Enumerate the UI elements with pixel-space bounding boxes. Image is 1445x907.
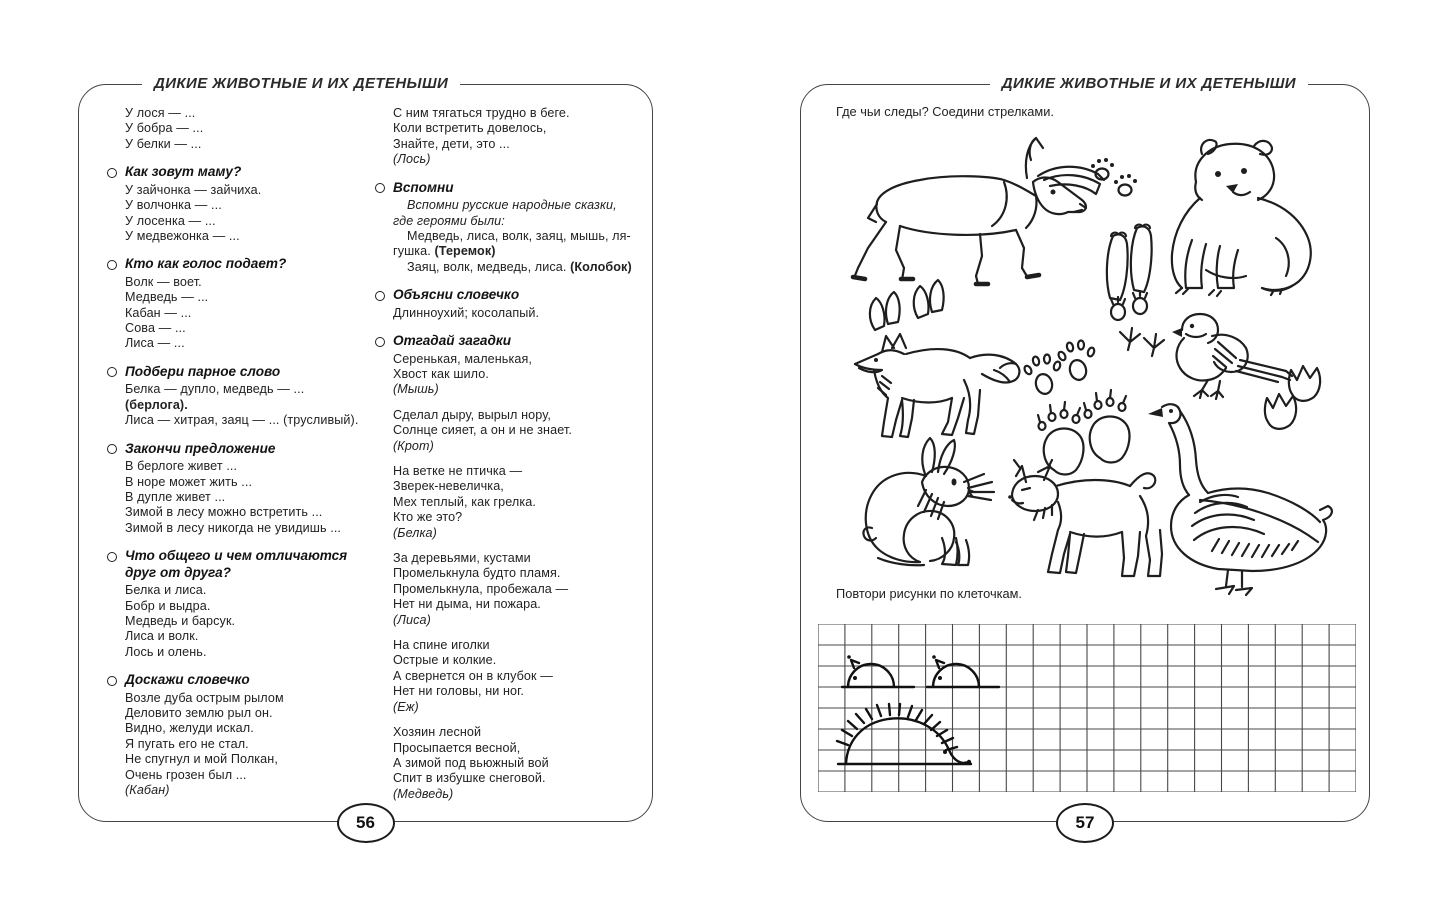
text-line: Я пугать его не стал.	[125, 736, 249, 751]
section-lines	[374, 638, 642, 715]
text-block	[374, 638, 642, 715]
mouse-grid-figure	[842, 655, 914, 687]
exercise-section	[106, 441, 368, 537]
circle-bullet-icon	[107, 552, 117, 562]
text-line: Кто же это?	[393, 510, 463, 525]
reindeer-figure	[853, 138, 1104, 284]
animals-and-tracks-figure	[830, 130, 1370, 598]
right-page	[800, 62, 1370, 837]
page-number-right: 57	[1056, 803, 1114, 843]
text-line: У зайчонка — зайчиха.	[125, 182, 262, 197]
exercise-section	[374, 333, 642, 398]
circle-bullet-icon	[375, 183, 385, 193]
fox-paw-prints	[1023, 341, 1095, 396]
section-heading	[106, 672, 368, 689]
text-line: Спит в избушке снеговой.	[393, 771, 546, 786]
section-lines	[374, 464, 642, 541]
text-line: Лиса — хитрая, заяц — ... (трусливый).	[125, 413, 359, 428]
left-column-2	[374, 106, 642, 802]
text-line: Нет ни дыма, ни пожара.	[393, 597, 541, 612]
text-line: (Еж)	[393, 699, 419, 714]
exercise-section	[106, 164, 368, 244]
text-line: Промелькнула, пробежала —	[393, 581, 569, 596]
text-line: Белка — дупло, медведь — ... (берлога).	[125, 382, 305, 412]
text-line: На спине иголки	[393, 638, 490, 653]
exercise-section	[106, 256, 368, 352]
text-line: В норе может жить ...	[125, 474, 253, 489]
text-line: Просыпается весной,	[393, 740, 521, 755]
section-title: Объясни словечко	[393, 287, 520, 303]
section-heading	[106, 548, 368, 581]
text-line: Белка и лиса.	[125, 583, 207, 598]
text-line: Очень грозен был ...	[125, 767, 247, 782]
polar-bear-cub-figure	[1172, 140, 1311, 296]
text-line: Бобр и выдра.	[125, 598, 211, 613]
text-line: (Медведь)	[393, 786, 454, 801]
text-line: Лось и олень.	[125, 644, 207, 659]
text-line: В дупле живет ...	[125, 489, 226, 504]
text-block	[374, 408, 642, 454]
section-lines	[106, 106, 368, 152]
text-line: У бобра — ...	[125, 121, 204, 136]
text-line: Сделал дыру, вырыл нору,	[393, 407, 551, 422]
text-line: Знайте, дети, это ...	[393, 136, 510, 151]
text-line: А свернется он в клубок —	[393, 668, 553, 683]
text-line: Сова — ...	[125, 321, 186, 336]
left-page	[78, 62, 653, 837]
text-line: С ним тягаться трудно в беге.	[393, 106, 570, 120]
hare-figure	[863, 438, 994, 565]
section-heading	[106, 441, 368, 458]
section-heading	[374, 180, 642, 197]
circle-bullet-icon	[375, 291, 385, 301]
right-page-header: ДИКИЕ ЖИВОТНЫЕ И ИХ ДЕТЕНЫШИ	[990, 75, 1308, 93]
section-heading	[106, 256, 368, 273]
text-line: (Крот)	[393, 438, 434, 453]
text-line: У лося — ...	[125, 106, 196, 120]
hedgehog-grid-figure	[837, 704, 971, 764]
text-block	[374, 464, 642, 541]
text-block	[106, 106, 368, 152]
section-lines	[374, 106, 642, 168]
text-line: Медведь — ...	[125, 290, 209, 305]
mouse-grid-figure	[927, 655, 999, 687]
page-number-left: 56	[337, 803, 395, 843]
text-line: Волк — воет.	[125, 274, 202, 289]
section-lines	[374, 198, 642, 275]
text-line: Солнце сияет, а он и не знает.	[393, 423, 572, 438]
section-heading	[106, 364, 368, 381]
grid-task-instruction: Повтори рисунки по клеточкам.	[836, 586, 1022, 601]
text-block	[374, 106, 642, 168]
text-line: (Лось)	[393, 152, 431, 167]
circle-bullet-icon	[107, 260, 117, 270]
tracks-task-instruction: Где чьи следы? Соедини стрелками.	[836, 104, 1054, 119]
text-line: Не спугнул и мой Полкан,	[125, 752, 278, 767]
text-line: Кабан — ...	[125, 305, 192, 320]
exercise-section	[374, 287, 642, 321]
section-heading	[374, 333, 642, 350]
text-line: Хозяин лесной	[393, 725, 482, 740]
text-line: Мех теплый, как грелка.	[393, 494, 536, 509]
section-title: Вспомни	[393, 179, 454, 195]
section-title: Кто как голос подает?	[125, 256, 287, 272]
left-column-1	[106, 106, 368, 799]
text-line: Лиса и волк.	[125, 629, 199, 644]
section-heading	[106, 164, 368, 181]
circle-bullet-icon	[107, 367, 117, 377]
fox-figure	[855, 334, 1019, 437]
text-line: (Лиса)	[393, 612, 431, 627]
bird-track-prints	[1120, 328, 1164, 356]
text-line: Вспомни русские народные сказки,	[407, 198, 617, 213]
text-line: Длинноухий; косолапый.	[393, 305, 540, 320]
text-line: Зимой в лесу никогда не увидишь ...	[125, 520, 342, 535]
text-block	[374, 725, 642, 802]
section-title: Подбери парное слово	[125, 363, 281, 379]
section-title: Что общего и чем отличаются друг от друга?	[125, 548, 348, 580]
text-line: (Мышь)	[393, 382, 439, 397]
section-lines	[374, 352, 642, 398]
text-line: На ветке не птичка —	[393, 464, 523, 478]
section-title: Отгадай загадки	[393, 333, 512, 349]
text-line: Видно, желуди искал.	[125, 721, 254, 736]
text-line: У медвежонка — ...	[125, 228, 240, 243]
section-heading	[374, 287, 642, 304]
text-line: Острые и колкие.	[393, 653, 497, 668]
text-line: Возле дуба острым рылом	[125, 690, 284, 705]
section-lines	[106, 382, 368, 428]
text-line: В берлоге живет ...	[125, 459, 238, 474]
text-line: У волчонка — ...	[125, 198, 222, 213]
text-block	[374, 551, 642, 628]
exercise-section	[374, 180, 642, 276]
text-line: Коли встретить довелось,	[393, 121, 547, 136]
text-line: Зверек-невеличка,	[393, 479, 504, 494]
section-lines	[106, 583, 368, 660]
text-line: Хвост как шило.	[393, 366, 489, 381]
text-line: Промелькнула будто пламя.	[393, 566, 561, 581]
text-line: Нет ни головы, ни ног.	[393, 684, 524, 699]
exercise-section	[106, 364, 368, 429]
left-page-header: ДИКИЕ ЖИВОТНЫЕ И ИХ ДЕТЕНЫШИ	[142, 75, 460, 93]
drawing-grid-figure	[818, 624, 1356, 792]
circle-bullet-icon	[107, 444, 117, 454]
section-lines	[106, 183, 368, 245]
exercise-section	[106, 672, 368, 798]
text-line: Серенькая, маленькая,	[393, 351, 532, 366]
text-line: Медведь, лиса, волк, заяц, мышь, ля-	[407, 228, 631, 243]
section-lines	[106, 459, 368, 536]
section-lines	[374, 408, 642, 454]
section-lines	[374, 306, 642, 321]
text-line: Медведь и барсук.	[125, 613, 236, 628]
sparrow-figure	[1172, 314, 1292, 399]
text-line: А зимой под вьюжный вой	[393, 755, 549, 770]
text-line: Зимой в лесу можно встретить ...	[125, 505, 323, 520]
section-lines	[374, 725, 642, 802]
hare-track-prints	[1107, 225, 1152, 320]
text-line: Лиса — ...	[125, 336, 185, 351]
text-line: У лосенка — ...	[125, 213, 216, 228]
section-title: Доскажи словечко	[125, 672, 250, 688]
section-title: Как зовут маму?	[125, 164, 242, 180]
section-lines	[374, 551, 642, 628]
circle-bullet-icon	[107, 676, 117, 686]
deer-hoof-prints	[870, 280, 944, 330]
goose-figure	[1148, 404, 1332, 595]
text-line: У белки — ...	[125, 136, 202, 151]
text-line: (Белка)	[393, 525, 437, 540]
section-title: Закончи предложение	[125, 440, 276, 456]
text-line: Деловито землю рыл он.	[125, 706, 273, 721]
text-line: гушка. (Теремок)	[393, 244, 496, 259]
text-line: Заяц, волк, медведь, лиса. (Колобок)	[407, 259, 632, 274]
section-lines	[106, 691, 368, 799]
circle-bullet-icon	[107, 168, 117, 178]
exercise-section	[106, 548, 368, 660]
section-lines	[106, 275, 368, 352]
text-line: За деревьями, кустами	[393, 551, 531, 566]
text-line: где героями были:	[393, 213, 505, 228]
lynx-figure	[1008, 460, 1162, 576]
circle-bullet-icon	[375, 337, 385, 347]
text-line: (Кабан)	[125, 783, 170, 798]
